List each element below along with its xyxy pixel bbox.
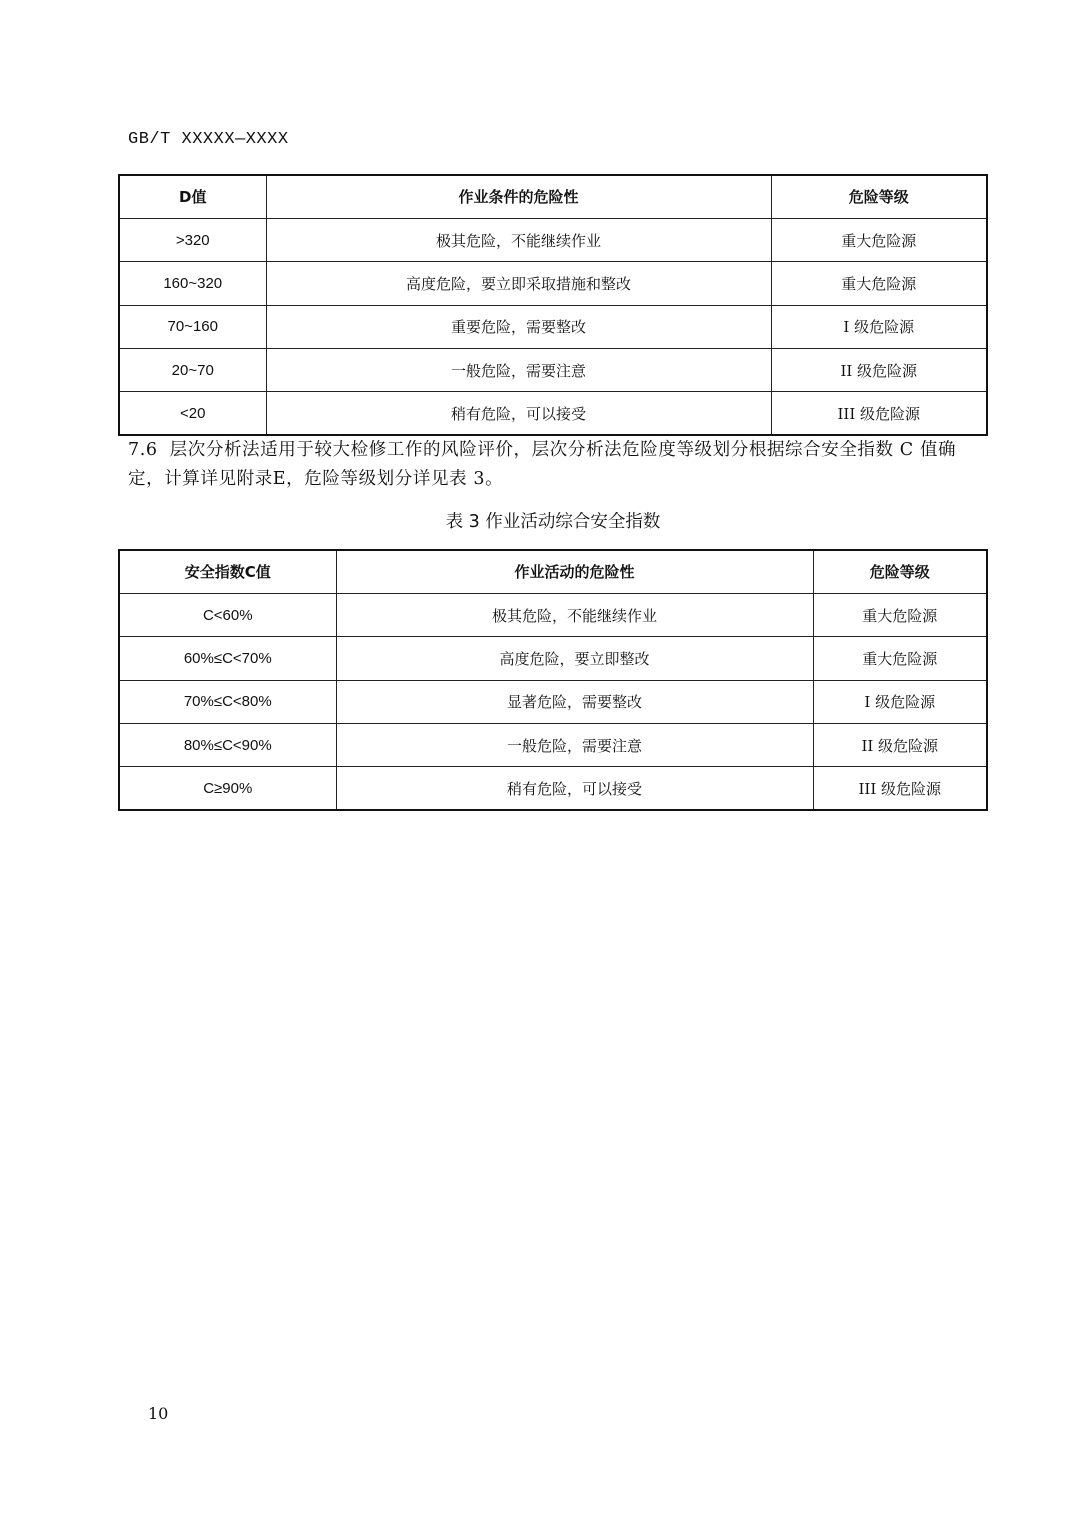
risk-level-cell: II 级危险源 (771, 349, 987, 392)
column-header-safety-index: 安全指数C值 (119, 550, 336, 593)
risk-description-cell: 一般危险，需要注意 (266, 349, 771, 392)
d-value-cell: <20 (119, 392, 266, 435)
table-row (119, 637, 987, 680)
section-text: 层次分析法适用于较大检修工作的风险评价，层次分析法危险度等级划分根据综合安全指数 C 值确定，计算详见附录E，危险等级划分详见表 3。 (128, 440, 957, 489)
table-row (119, 767, 987, 810)
table-3-caption: 表 3 作业活动综合安全指数 (445, 512, 661, 532)
risk-level-cell: III 级危险源 (771, 392, 987, 435)
risk-description-cell: 极其危险，不能继续作业 (266, 218, 771, 261)
table-row (119, 724, 987, 767)
safety-index-cell: 60%≤C<70% (119, 637, 336, 680)
safety-index-cell: 70%≤C<80% (119, 680, 336, 723)
risk-level-cell: 重大危险源 (813, 593, 987, 636)
page-number: 10 (148, 1404, 169, 1423)
column-header-d-value: D值 (119, 175, 266, 218)
table-row (119, 349, 987, 392)
section-7-6-paragraph (128, 436, 973, 494)
table-row (119, 680, 987, 723)
safety-index-cell: C<60% (119, 593, 336, 636)
safety-index-table (118, 549, 988, 811)
risk-level-cell: III 级危险源 (813, 767, 987, 810)
d-value-cell: 20~70 (119, 349, 266, 392)
risk-description-cell: 显著危险，需要整改 (336, 680, 813, 723)
risk-description-cell: 重要危险，需要整改 (266, 305, 771, 348)
column-header-risk-level: 危险等级 (813, 550, 987, 593)
table-row (119, 218, 987, 261)
d-value-cell: 160~320 (119, 262, 266, 305)
table-row (119, 392, 987, 435)
safety-index-cell: 80%≤C<90% (119, 724, 336, 767)
table-row (119, 593, 987, 636)
column-header-risk-level: 危险等级 (771, 175, 987, 218)
column-header-condition-risk: 作业条件的危险性 (266, 175, 771, 218)
table-row (119, 262, 987, 305)
risk-level-cell: 重大危险源 (813, 637, 987, 680)
d-value-cell: >320 (119, 218, 266, 261)
risk-description-cell: 一般危险，需要注意 (336, 724, 813, 767)
table-header-row (119, 175, 987, 218)
safety-index-cell: C≥90% (119, 767, 336, 810)
table-header-row (119, 550, 987, 593)
risk-description-cell: 稍有危险，可以接受 (336, 767, 813, 810)
risk-level-cell: I 级危险源 (813, 680, 987, 723)
section-number: 7.6 (128, 440, 158, 460)
table-row (119, 305, 987, 348)
risk-level-cell: II 级危险源 (813, 724, 987, 767)
risk-description-cell: 高度危险，要立即整改 (336, 637, 813, 680)
risk-description-cell: 高度危险，要立即采取措施和整改 (266, 262, 771, 305)
risk-description-cell: 稍有危险，可以接受 (266, 392, 771, 435)
d-value-risk-table (118, 174, 988, 436)
column-header-activity-risk: 作业活动的危险性 (336, 550, 813, 593)
risk-level-cell: I 级危险源 (771, 305, 987, 348)
d-value-cell: 70~160 (119, 305, 266, 348)
risk-description-cell: 极其危险，不能继续作业 (336, 593, 813, 636)
standard-code-header: GB/T XXXXX—XXXX (128, 130, 289, 149)
risk-level-cell: 重大危险源 (771, 262, 987, 305)
risk-level-cell: 重大危险源 (771, 218, 987, 261)
